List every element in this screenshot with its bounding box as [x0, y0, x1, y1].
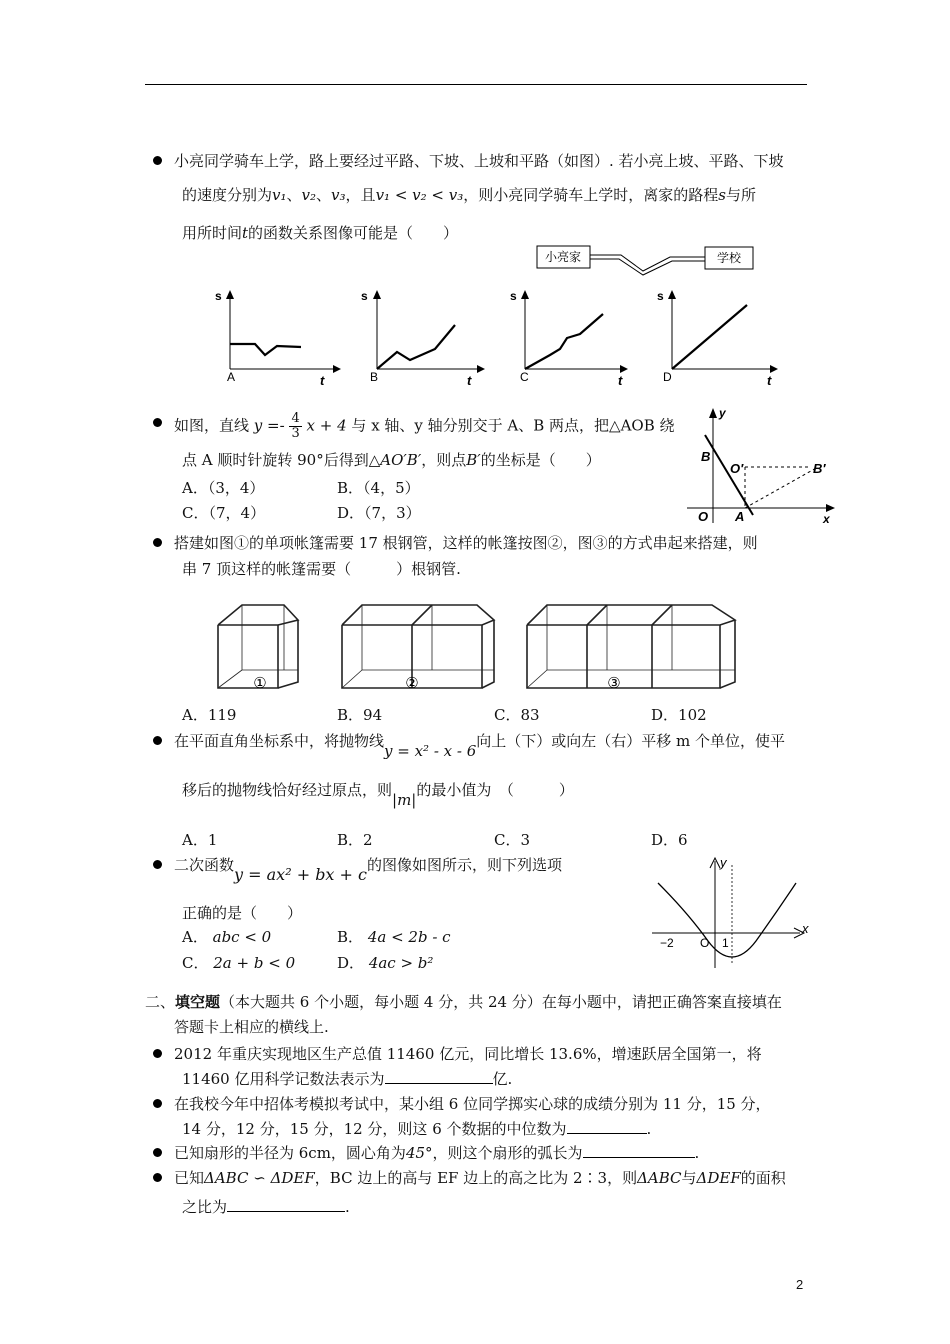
q2-fig-o: O [698, 509, 709, 524]
q1-line1: 小亮同学骑车上学，路上要经过平路、下坡、上坡和平路（如图）. 若小亮上坡、平路、下坡 [174, 152, 784, 170]
q4-option-c: C．3 [494, 831, 531, 849]
q2-fig-o1: O′ [730, 461, 744, 476]
q2-option-c: C．（7，4） [182, 504, 266, 522]
graph-d-s: s [657, 289, 664, 303]
q4-option-a: A．1 [182, 831, 218, 849]
q4-line1: 在平面直角坐标系中，将抛物线y = x² - x - 6向上（下）或向左（右）平移 m 个单位，使平 [174, 732, 786, 760]
q2-line2: 点 A 顺时针旋转 90°后得到△AO′B′，则点B′的坐标是（ ） [182, 451, 601, 469]
page-number: 2 [796, 1277, 804, 1292]
graph-c [510, 289, 628, 388]
f4-line2: 之比为 . [182, 1198, 350, 1216]
q2-fig-y: y [719, 406, 726, 420]
q1-line3: 用所时间t的函数关系图像可能是（ ） [182, 224, 459, 242]
q3-option-a: A．119 [182, 706, 237, 724]
fraction: $\frac{4}{3}$ [291, 411, 300, 441]
q3-option-b: B．94 [337, 706, 383, 724]
q1-line2: 的速度分别为v₁、v₂、v₃，且v₁ < v₂ < v₃，则小亮同学骑车上学时，离家的路程s与所 [182, 186, 756, 204]
f3-line1: 已知扇形的半径为 6cm，圆心角为45°，则这个扇形的弧长为 . [174, 1144, 700, 1162]
section2-line2: 答题卡上相应的横线上. [174, 1018, 329, 1036]
bullet [153, 538, 162, 547]
q5-fig-one: 1 [722, 936, 729, 950]
tent-label-3: ③ [607, 675, 621, 692]
f1-line1: 2012 年重庆实现地区生产总值 11460 亿元，同比增长 13.6%，增速跃居全国第一，将 [174, 1045, 762, 1063]
q5-line2: 正确的是（ ） [182, 904, 303, 922]
q5-parabola-figure [648, 853, 816, 973]
q2-option-d: D．（7，3） [337, 504, 421, 522]
answer-blank[interactable] [583, 1142, 695, 1158]
graph-a [215, 289, 341, 388]
bullet [153, 156, 162, 165]
answer-blank[interactable] [567, 1118, 647, 1134]
graph-a-s: s [215, 289, 222, 303]
q2-fig-b1: B′ [813, 461, 826, 476]
bullet [153, 1049, 162, 1058]
f4-line1: 已知ΔABC ∽ ΔDEF，BC 边上的高与 EF 边上的高之比为 2∶3，则ΔABC与ΔDEF的面积 [174, 1169, 786, 1187]
bullet [153, 418, 162, 427]
bullet [153, 736, 162, 745]
q5-option-c: C． 2a + b < 0 [182, 954, 296, 972]
section2-heading: 二、填空题（本大题共 6 个小题，每小题 4 分，共 24 分）在每小题中，请把正确答案直接填在 [145, 993, 782, 1011]
graph-d-label: D [663, 370, 672, 384]
bullet [153, 860, 162, 869]
q2-option-b: B．（4，5） [337, 479, 420, 497]
q5-fig-x: x [802, 921, 809, 936]
q1-graphs [205, 287, 785, 392]
answer-blank[interactable] [227, 1196, 345, 1212]
q5-fig-o: O [700, 936, 710, 950]
home-label: 小亮家 [544, 250, 582, 264]
route-figure [535, 243, 760, 283]
graph-b-t: t [467, 373, 472, 388]
q2-line1: 如图，直线 y =- $\frac{4}{3}$ x + 4 与 x 轴、y 轴分别交于 A、B 两点，把△AOB 绕 [174, 411, 675, 441]
q2-fig-x: x [823, 512, 830, 526]
graph-b-s: s [361, 289, 368, 303]
bullet [153, 1099, 162, 1108]
graph-b-label: B [370, 370, 379, 384]
graph-d [657, 289, 778, 388]
graph-c-t: t [618, 373, 623, 388]
q5-fig-neg2: −2 [660, 936, 674, 950]
graph-c-s: s [510, 289, 517, 303]
q5-option-d: D． 4ac > b² [337, 954, 434, 972]
f2-line2: 14 分，12 分，15 分，12 分，则这 6 个数据的中位数为 . [182, 1120, 652, 1138]
q4-line2: 移后的抛物线恰好经过原点，则|m|的最小值为 （ ） [182, 781, 574, 809]
q3-line1: 搭建如图①的单项帐篷需要 17 根钢管，这样的帐篷按图②，图③的方式串起来搭建，则 [174, 534, 758, 552]
q4-option-d: D．6 [651, 831, 688, 849]
q3-line2: 串 7 顶这样的帐篷需要（ ）根钢管. [182, 560, 461, 578]
q5-fig-y: y [720, 855, 727, 870]
bullet [153, 1173, 162, 1182]
school-label: 学校 [716, 251, 742, 265]
graph-a-t: t [320, 373, 325, 388]
graph-a-label: A [227, 370, 236, 384]
graph-d-t: t [767, 373, 772, 388]
q5-line1: 二次函数y = ax² + bx + c的图像如图所示，则下列选项 [174, 856, 563, 884]
answer-blank[interactable] [385, 1068, 493, 1084]
tent-label-2: ② [405, 675, 419, 692]
q5-option-a: A． abc < 0 [182, 928, 272, 946]
graph-c-label: C [520, 370, 529, 384]
q4-option-b: B．2 [337, 831, 373, 849]
q2-fig-a: A [735, 509, 745, 524]
q2-option-a: A．（3，4） [182, 479, 265, 497]
q5-option-b: B． 4a < 2b - c [337, 928, 451, 946]
q3-option-d: D．102 [651, 706, 707, 724]
graph-b [361, 289, 485, 388]
q3-option-c: C．83 [494, 706, 540, 724]
header-rule [145, 84, 807, 85]
q2-figure [683, 405, 838, 527]
tent-figures [212, 600, 747, 692]
f1-line2: 11460 亿用科学记数法表示为 亿. [182, 1070, 513, 1088]
f2-line1: 在我校今年中招体考模拟考试中，某小组 6 位同学掷实心球的成绩分别为 11 分，15 分， [174, 1095, 771, 1113]
bullet [153, 1148, 162, 1157]
q2-fig-b: B [701, 449, 711, 464]
tent-label-1: ① [253, 675, 267, 692]
